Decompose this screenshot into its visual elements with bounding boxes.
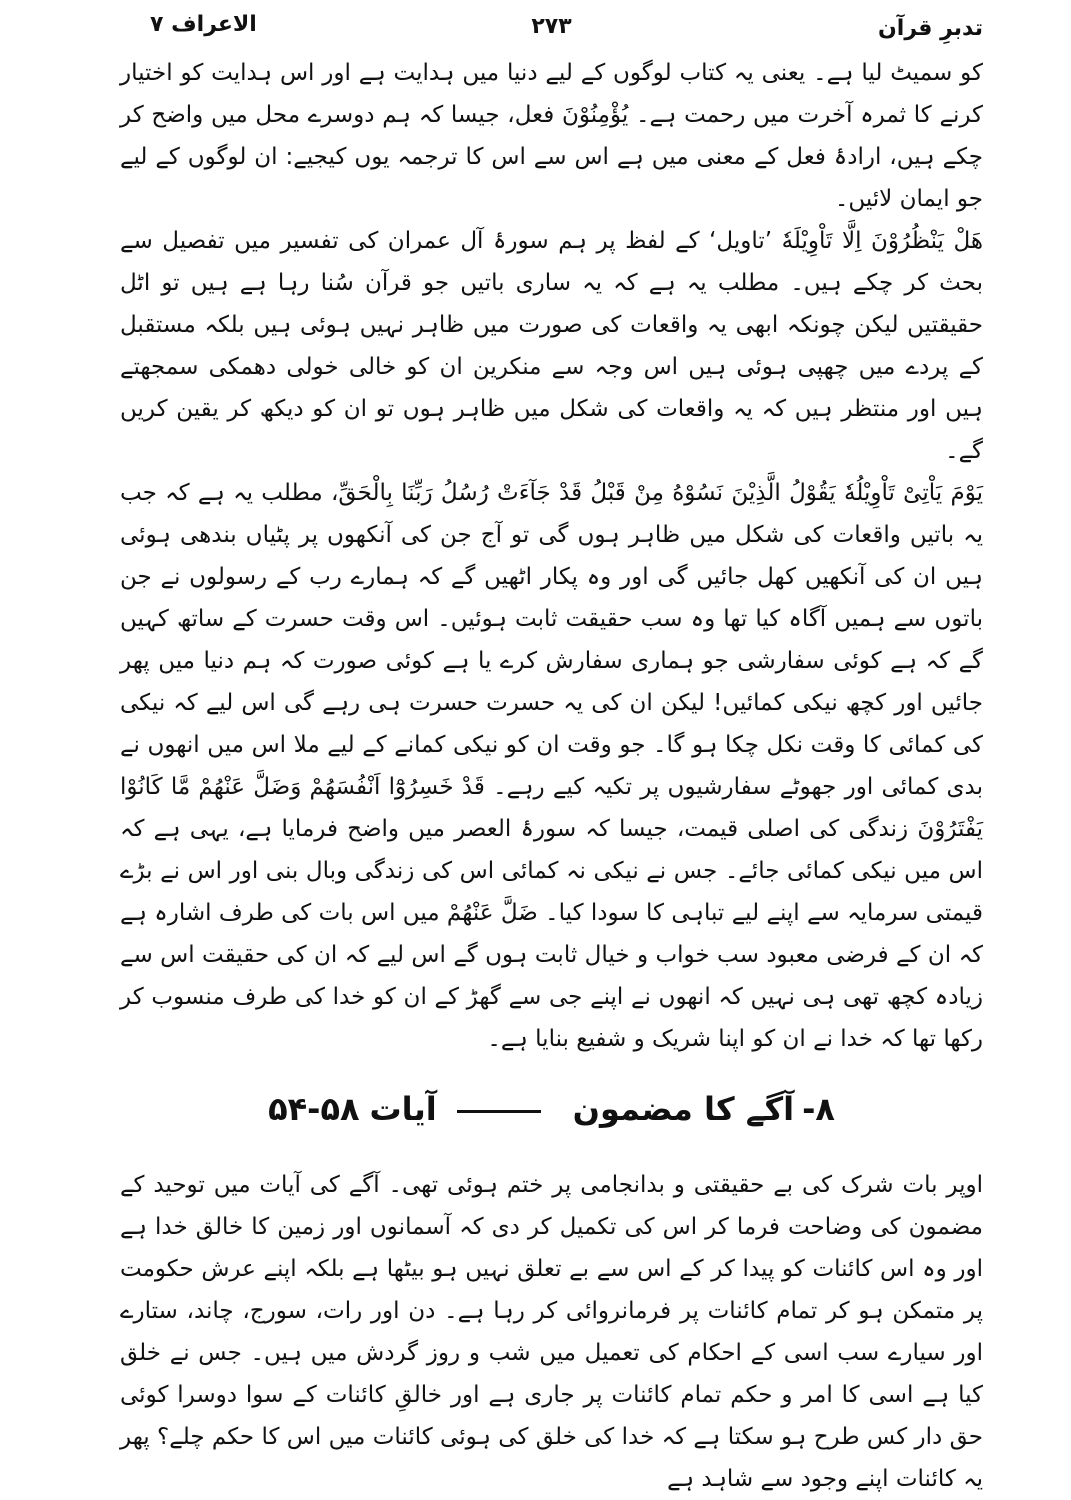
book-title: تدبرِ قرآن — [878, 16, 983, 41]
page-header — [120, 6, 983, 52]
surah-name: الاعراف ۷ — [150, 12, 257, 37]
section-heading — [120, 1090, 983, 1148]
section-title: آگے کا مضمون — [572, 1090, 795, 1128]
paragraph-2: هَلْ یَنْظُرُوْنَ اِلَّا تَاْوِیْلَهٗ ’تاویل‘ کے لفظ پر ہم سورۂ آل عمران کی تفسیر میں تفصیل سے بحث کر چکے ہیں۔ مطلب یہ ہے کہ یہ ساری باتیں جو قرآن سُنا رہا ہے ہیں تو اٹل حقیقتیں لیکن چونکہ ابھی یہ واقعات کی صورت میں ظاہر نہیں ہوئی ہیں بلکہ مستقبل کے پردے میں چھپی ہوئی ہیں اس وجہ سے منکرین ان کو خالی خولی دھمکی سمجھتے ہیں اور منتظر ہیں کہ یہ واقعات کی شکل میں ظاہر ہوں تو ان کو دیکھ کر یقین کریں گے۔ — [120, 228, 983, 464]
ayat-range: ۵۴-۵۸ — [268, 1090, 360, 1128]
section-number: ۸- — [802, 1090, 835, 1128]
paragraph-1: کو سمیٹ لیا ہے۔ یعنی یہ کتاب لوگوں کے لیے دنیا میں ہدایت ہے اور اس ہدایت کو اختیار کرنے کا ثمرہ آخرت میں رحمت ہے۔ یُؤْمِنُوْنَ فعل، جیسا کہ ہم دوسرے محل میں واضح کر چکے ہیں، ارادۂ فعل کے معنی میں ہے اس سے اس کا ترجمہ یوں کیجیے: ان لوگوں کے لیے جو ایمان لائیں۔ — [120, 60, 983, 212]
ayat-label: آیات — [369, 1090, 437, 1128]
closing-paragraph: اوپر بات شرک کی بے حقیقتی و بدانجامی پر ختم ہوئی تھی۔ آگے کی آیات میں توحید کے مضمون کی وضاحت فرما کر اس کی تکمیل کر دی کہ آسمانوں اور زمین کا خالق خدا ہے اور وہ اس کائنات کو پیدا کر کے اس سے بے تعلق نہیں ہو بیٹھا ہے بلکہ اپنے عرش حکومت پر متمکن ہو کر تمام کائنات پر فرمانروائی کر رہا ہے۔ دن اور رات، سورج، چاند، ستارے اور سیارے سب اسی کے احکام کی تعمیل میں شب و روز گردش میں ہیں۔ جس نے خلق کیا ہے اسی کا امر و حکم تمام کائنات پر جاری ہے اور خالقِ کائنات کے سوا دوسرا کوئی حق دار کس طرح ہو سکتا ہے کہ خدا کی خلق کی ہوئی کائنات میں اس کا حکم چلے؟ پھر یہ کائنات اپنے وجود سے شاہد ہے — [120, 1172, 983, 1492]
heading-dash — [457, 1110, 541, 1113]
paragraph-3: یَوْمَ یَاْتِیْ تَاْوِیْلُهٗ یَقُوْلُ الَّذِیْنَ نَسُوْهُ مِنْ قَبْلُ قَدْ جَآءَتْ رُسُلُ رَبِّنَا بِالْحَقِّ، مطلب یہ ہے کہ جب یہ باتیں واقعات کی شکل میں ظاہر ہوں گی تو آج جن کی آنکھوں پر پٹیاں بندھی ہوئی ہیں ان کی آنکھیں کھل جائیں گی اور وہ پکار اٹھیں گے کہ ہمارے رب کے رسولوں نے جن باتوں سے ہمیں آگاہ کیا تھا وہ سب حقیقت ثابت ہوئیں۔ اس وقت حسرت کے ساتھ کہیں گے کہ ہے کوئی سفارشی جو ہماری سفارش کرے یا ہے کوئی صورت کہ ہم دنیا میں پھر جائیں اور کچھ نیکی کمائیں! لیکن ان کی یہ حسرت حسرت ہی رہے گی اس لیے کہ نیکی کی کمائی کا وقت نکل چکا ہو گا۔ جو وقت ان کو نیکی کمانے کے لیے ملا اس میں انھوں نے بدی کمائی اور جھوٹے سفارشیوں پر تکیہ کیے رہے۔ قَدْ خَسِرُوْٓا اَنْفُسَهُمْ وَضَلَّ عَنْهُمْ مَّا كَانُوْا یَفْتَرُوْنَ زندگی کی اصلی قیمت، جیسا کہ سورۂ العصر میں واضح فرمایا ہے، یہی ہے کہ اس میں نیکی کمائی جائے۔ جس نے نیکی نہ کمائی اس کی زندگی وبال بنی اور اس نے بڑے قیمتی سرمایہ سے اپنے لیے تباہی کا سودا کیا۔ ضَلَّ عَنْهُمْ میں اس بات کی طرف اشارہ ہے کہ ان کے فرضی معبود سب خواب و خیال ثابت ہوں گے اس لیے کہ ان کی حقیقت اس سے زیادہ کچھ تھی ہی نہیں کہ انھوں نے اپنے جی سے گھڑ کے ان کو خدا کی طرف منسوب کر رکھا تھا کہ خدا نے ان کو اپنا شریک و شفیع بنایا ہے۔ — [120, 480, 983, 1052]
page-number: ۲۷۳ — [531, 14, 572, 39]
